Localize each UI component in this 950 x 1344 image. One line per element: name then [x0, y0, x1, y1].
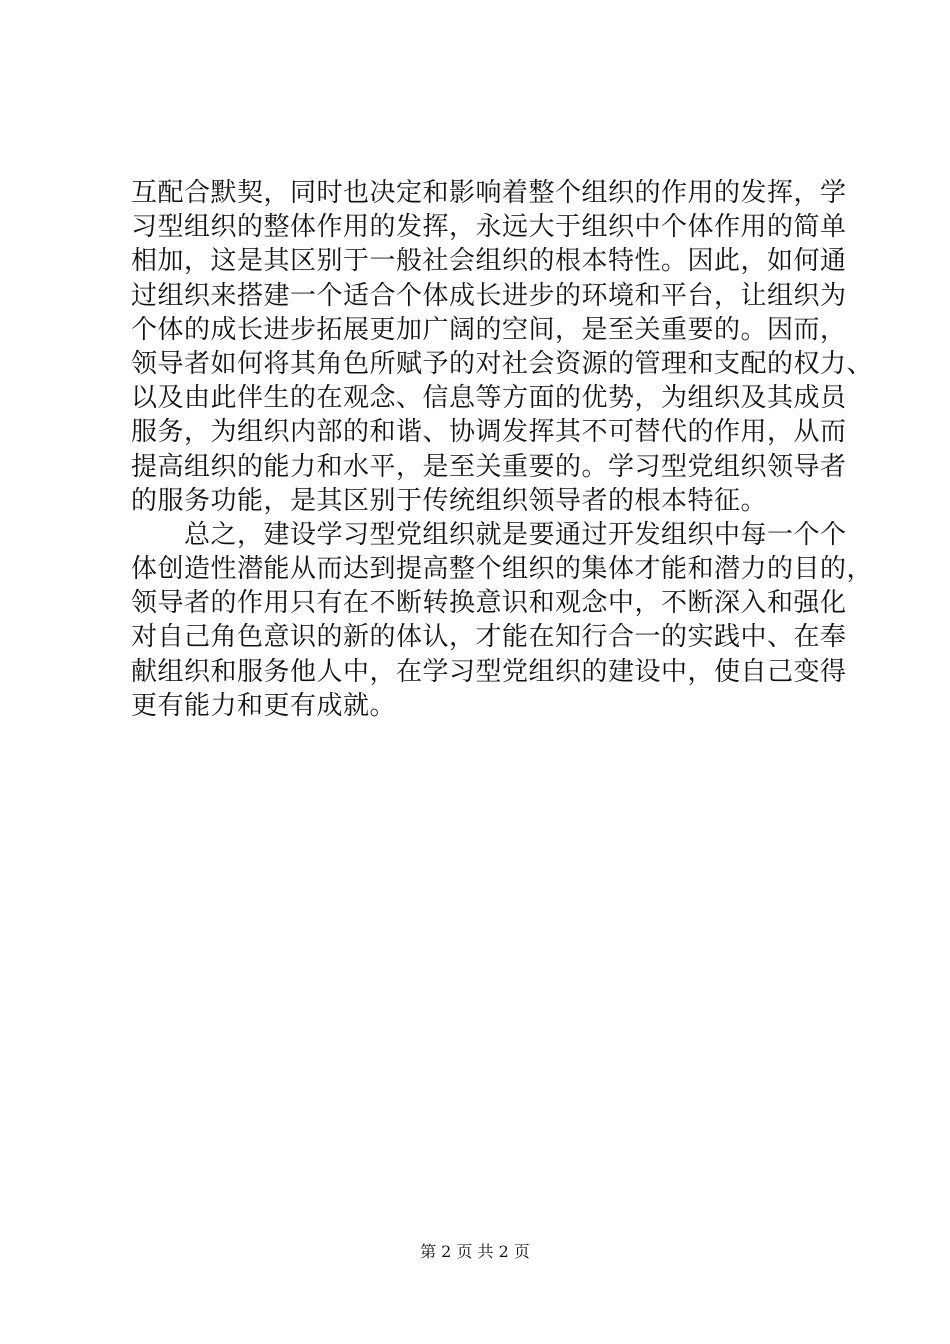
text-line: 以及由此伴生的在观念、信息等方面的优势，为组织及其成员 [131, 383, 847, 414]
text-line: 个体的成长进步拓展更加广阔的空间，是至关重要的。因而， [131, 314, 847, 345]
page-number-label: 第 2 页 共 2 页 [420, 1242, 530, 1261]
text-line: 献组织和服务他人中，在学习型党组织的建设中，使自己变得 [131, 656, 847, 687]
text-line: 服务，为组织内部的和谐、协调发挥其不可替代的作用，从而 [131, 417, 847, 448]
text-line: 总之，建设学习型党组织就是要通过开发组织中每一个个 [131, 519, 847, 550]
text-line: 过组织来搭建一个适合个体成长进步的环境和平台，让组织为 [131, 280, 847, 311]
text-line: 的服务功能，是其区别于传统组织领导者的根本特征。 [131, 485, 768, 516]
text-line: 习型组织的整体作用的发挥，永远大于组织中个体作用的简单 [131, 212, 847, 243]
text-line: 相加，这是其区别于一般社会组织的根本特性。因此，如何通 [131, 246, 847, 277]
text-line: 互配合默契，同时也决定和影响着整个组织的作用的发挥，学 [131, 178, 847, 208]
text-line: 领导者如何将其角色所赋予的对社会资源的管理和支配的权力、 [131, 348, 874, 379]
page-footer [0, 1240, 950, 1264]
text-line: 更有能力和更有成就。 [131, 690, 397, 721]
text-line: 体创造性潜能从而达到提高整个组织的集体才能和潜力的目的， [131, 554, 874, 585]
text-line: 领导者的作用只有在不断转换意识和观念中，不断深入和强化 [131, 588, 847, 619]
text-line: 提高组织的能力和水平，是至关重要的。学习型党组织领导者 [131, 451, 847, 482]
text-line: 对自己角色意识的新的体认，才能在知行合一的实践中、在奉 [131, 622, 847, 653]
body-text [131, 176, 874, 723]
